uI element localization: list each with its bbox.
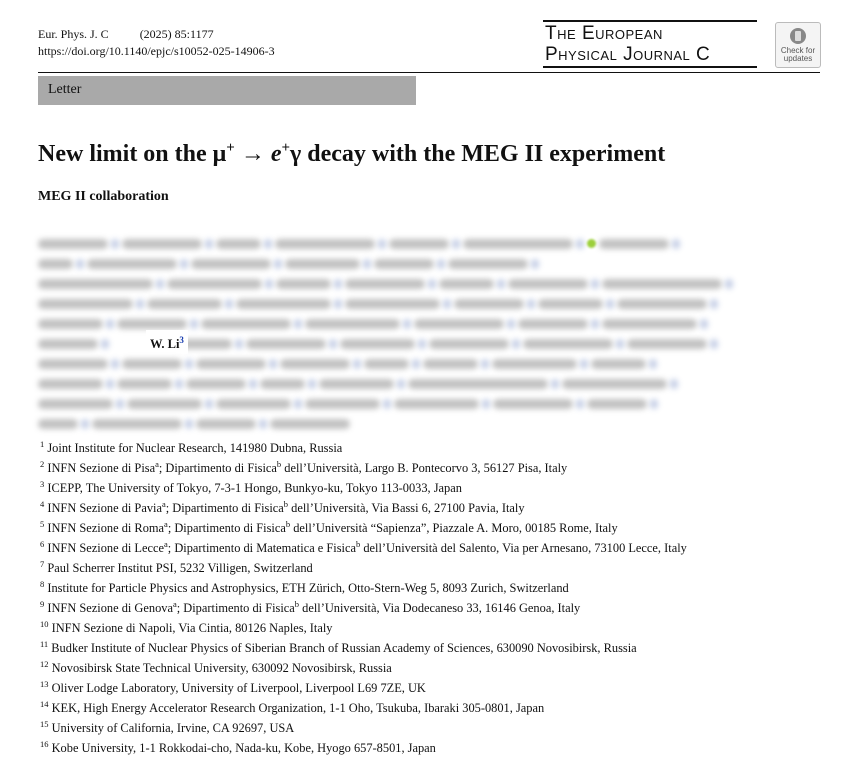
affiliation-text: University of California, Irvine, CA 92697, USA (51, 721, 295, 736)
affiliation-number: 10 (40, 619, 49, 630)
author-line (38, 310, 828, 330)
affiliation-sup: a (172, 599, 177, 610)
header-divider (38, 72, 820, 73)
journal-logo-line2: Physical Journal C (545, 44, 711, 65)
affiliation-item (40, 717, 687, 737)
affiliation-sup: b (285, 519, 291, 530)
affiliation-list (40, 437, 687, 758)
affiliation-item (40, 617, 687, 637)
affiliation-address: dell’Università, Largo B. Pontecorvo 3, 56127 Pisa, Italy (281, 461, 568, 476)
author-name: W. Li (150, 337, 180, 352)
journal-meta (38, 26, 275, 60)
affiliation-sup: b (283, 499, 289, 510)
affiliation-number: 9 (40, 599, 45, 610)
affiliation-text: Novosibirsk State Technical University, 630092 Novosibirsk, Russia (51, 661, 392, 676)
affiliation-address: dell’Università, Via Bassi 6, 27100 Pavia, Italy (288, 501, 525, 516)
affiliation-sup: a (164, 539, 168, 550)
article-type-bar (38, 76, 416, 105)
author-line (38, 270, 828, 290)
article-title (38, 140, 665, 168)
affiliation-department: ; Dipartimento di Fisica (176, 601, 295, 616)
collaboration-name: MEG II collaboration (38, 189, 169, 204)
affiliation-item (40, 517, 687, 537)
orcid-icon[interactable] (587, 239, 596, 248)
affiliation-institute: INFN Sezione di Lecce (47, 541, 164, 556)
journal-ref: Eur. Phys. J. C (38, 27, 109, 41)
affiliation-item (40, 457, 687, 477)
author-line (38, 290, 828, 310)
affiliation-item (40, 677, 687, 697)
affiliation-institute: INFN Sezione di Roma (47, 521, 165, 536)
affiliation-item (40, 537, 687, 557)
journal-logo (543, 20, 757, 68)
affiliation-text: Joint Institute for Nuclear Research, 141980 Dubna, Russia (47, 441, 343, 456)
affiliation-number: 3 (40, 479, 45, 490)
author-line (38, 330, 828, 350)
affiliation-number: 12 (40, 659, 49, 670)
title-e: e (270, 141, 282, 167)
affiliation-item (40, 637, 687, 657)
author-line (38, 410, 828, 430)
badge-line1: Check for (780, 46, 816, 55)
affiliation-sup: a (161, 499, 166, 510)
affiliation-item (40, 437, 687, 457)
affiliation-number: 7 (40, 559, 45, 570)
affiliation-address: dell’Università, Via Dodecaneso 33, 16146 Genoa, Italy (299, 601, 581, 616)
affiliation-sup: b (276, 459, 282, 470)
affiliation-department: ; Dipartimento di Fisica (167, 521, 286, 536)
affiliation-number: 8 (40, 579, 45, 590)
affiliation-number: 1 (40, 439, 45, 449)
affiliation-item (40, 697, 687, 717)
affiliation-number: 15 (40, 719, 49, 730)
affiliation-address: dell’Università “Sapienza”, Piazzale A. Moro, 00185 Rome, Italy (290, 521, 618, 536)
affiliation-sup: b (294, 599, 300, 610)
affiliation-number: 16 (40, 739, 49, 750)
doi-link[interactable]: https://doi.org/10.1140/epjc/s10052-025-14906-3 (38, 44, 275, 58)
affiliation-text: Budker Institute of Nuclear Physics of Siberian Branch of Russian Academy of Sciences, 630090 Novosibirsk, Russia (51, 641, 637, 656)
affiliation-item (40, 557, 687, 577)
author-line (38, 390, 828, 410)
affiliation-number: 5 (40, 519, 45, 530)
affiliation-text: ICEPP, The University of Tokyo, 7-3-1 Hongo, Bunkyo-ku, Tokyo 113-0033, Japan (47, 481, 462, 496)
author-line (38, 370, 828, 390)
affiliation-item (40, 597, 687, 617)
volume-info: (2025) 85:1177 (139, 27, 214, 41)
affiliation-sup: a (155, 459, 159, 470)
check-for-updates-button[interactable] (775, 22, 821, 68)
affiliation-institute: INFN Sezione di Pisa (47, 461, 156, 476)
affiliation-number: 13 (40, 679, 49, 690)
journal-logo-line1: The European (545, 23, 663, 44)
title-prefix: New limit on the μ (38, 141, 227, 167)
affiliation-department: ; Dipartimento di Fisica (158, 461, 277, 476)
title-suffix: γ decay with the MEG II experiment (290, 141, 666, 167)
affiliation-text: Kobe University, 1-1 Rokkodai-cho, Nada-ku, Kobe, Hyogo 657-8501, Japan (51, 741, 436, 756)
badge-line2: updates (783, 54, 813, 63)
author-line (38, 230, 828, 250)
affiliation-department: ; Dipartimento di Matematica e Fisica (167, 541, 356, 556)
title-mu-sup: + (226, 140, 235, 156)
affiliation-item (40, 657, 687, 677)
author-list-blurred (38, 230, 828, 430)
affiliation-institute: INFN Sezione di Pavia (47, 501, 162, 516)
affiliation-number: 6 (40, 539, 45, 550)
author-line (38, 250, 828, 270)
affiliation-text: Institute for Particle Physics and Astrophysics, ETH Zürich, Otto-Stern-Weg 5, 8093 Zurich, Switzerland (47, 581, 569, 596)
affiliation-text: KEK, High Energy Accelerator Research Organization, 1-1 Oho, Tsukuba, Ibaraki 305-0801, Japan (51, 701, 545, 716)
affiliation-item (40, 577, 687, 597)
affiliation-address: dell’Università del Salento, Via per Arnesano, 73100 Lecce, Italy (360, 541, 687, 556)
affiliation-institute: INFN Sezione di Genova (47, 601, 173, 616)
affiliation-item (40, 737, 687, 757)
affiliation-item (40, 497, 687, 517)
author-line (38, 350, 828, 370)
affiliation-text: Oliver Lodge Laboratory, University of Liverpool, Liverpool L69 7ZE, UK (51, 681, 426, 696)
check-updates-icon (788, 26, 808, 46)
affiliation-text: INFN Sezione di Napoli, Via Cintia, 80126 Naples, Italy (51, 621, 333, 636)
author-affil-link[interactable]: 3 (179, 335, 184, 345)
affiliation-text: Paul Scherrer Institut PSI, 5232 Villigen, Switzerland (47, 561, 313, 576)
title-e-sup: + (281, 140, 291, 156)
article-type: Letter (48, 82, 82, 97)
affiliation-number: 11 (40, 639, 49, 650)
affiliation-number: 2 (40, 459, 45, 470)
affiliation-number: 14 (40, 699, 49, 710)
affiliation-number: 4 (40, 499, 45, 510)
affiliation-item (40, 477, 687, 497)
affiliation-department: ; Dipartimento di Fisica (165, 501, 284, 516)
affiliation-sup: a (164, 519, 168, 530)
affiliation-sup: b (356, 539, 361, 550)
title-arrow: → (234, 141, 271, 167)
